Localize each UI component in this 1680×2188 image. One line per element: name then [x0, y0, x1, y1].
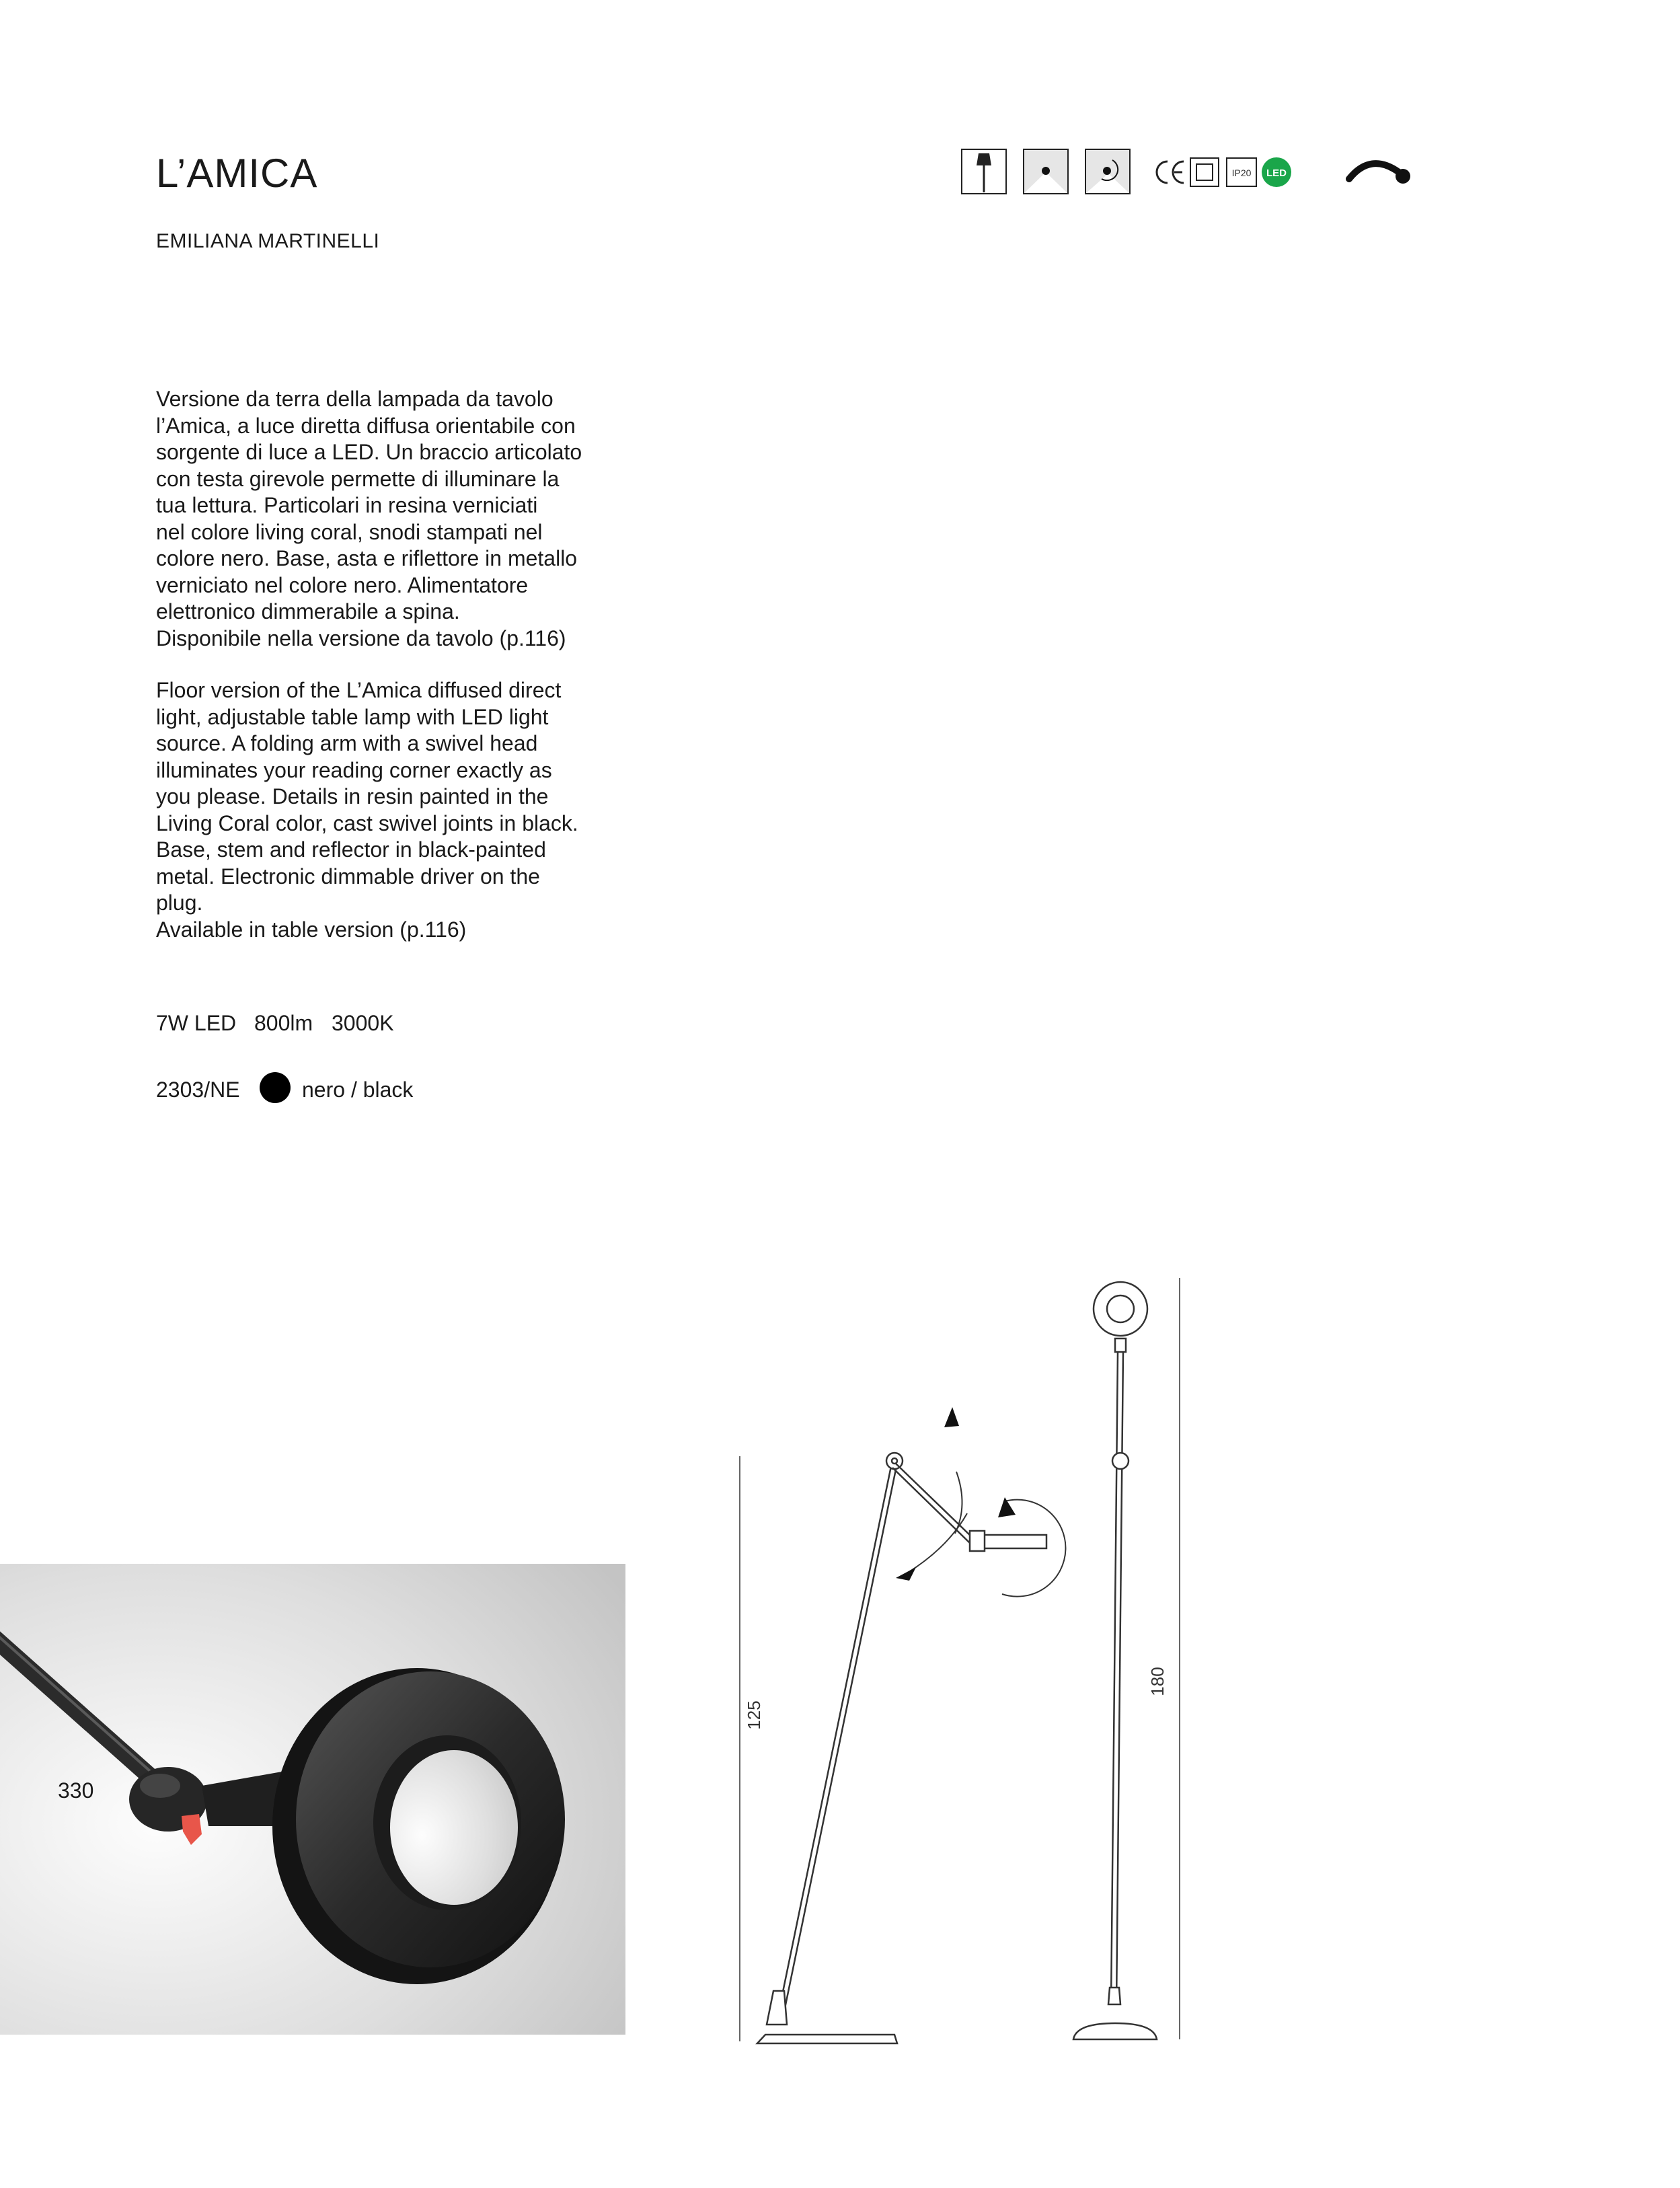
variant-color: nero / black — [302, 1078, 414, 1102]
ce-mark-icon — [1157, 161, 1184, 183]
led-badge-icon — [1262, 157, 1291, 187]
front-view-drawing — [1073, 1278, 1180, 2039]
product-title: L’AMICA — [156, 151, 318, 196]
designer-name: EMILIANA MARTINELLI — [156, 230, 380, 252]
ip-rating-icon — [1227, 158, 1256, 186]
lamp-head-illustration — [0, 1564, 625, 2035]
dimension-front: 180 — [1147, 1667, 1168, 1696]
variant-code: 2303/NE — [156, 1078, 240, 1102]
led-badge-label: LED — [1266, 167, 1287, 179]
color-swatch — [260, 1072, 291, 1103]
spec-lumen: 800lm — [254, 1011, 313, 1035]
side-view-drawing — [740, 1453, 1065, 2043]
dimmer-icon — [1349, 163, 1410, 184]
feature-icons — [960, 147, 1431, 199]
ip-rating-label: IP20 — [1231, 167, 1252, 178]
class-ii-icon — [1190, 158, 1219, 186]
adjustable-light-icon — [1085, 149, 1130, 194]
rotation-arrows — [896, 1407, 1016, 1581]
spec-power: 7W LED — [156, 1011, 237, 1035]
description-english: Floor version of the L’Amica diffused direct light, adjustable table lamp with LED light source. A folding arm with a swivel head illuminates your reading corner exactly as you please. Details in resin painted in the Living Coral color, cast swivel joints in black. Base, stem and reflector in black-painted metal. Electronic dimmable driver on the plug. Available in table version (p.116) — [156, 678, 578, 942]
direct-light-icon — [1024, 149, 1068, 194]
product-photo — [0, 1564, 625, 2035]
dimension-side: 125 — [744, 1700, 764, 1730]
technical-drawing — [720, 1251, 1231, 2045]
description-italian: Versione da terra della lampada da tavolo l’Amica, a luce diretta diffusa orientabile con sorgente di luce a LED. Un braccio articolato con testa girevole permette di illuminare la tua lettura. Particolari in resina verniciati nel colore living coral, snodi stampati nel colore nero. Base, asta e riflettore in metallo verniciato nel colore nero. Alimentatore elettronico dimmerabile a spina. Disponibile nella versione da tavolo (p.116) — [156, 387, 582, 650]
page-number: 330 — [58, 1778, 94, 1803]
floor-lamp-icon — [962, 149, 1006, 194]
spec-temperature: 3000K — [332, 1011, 394, 1035]
